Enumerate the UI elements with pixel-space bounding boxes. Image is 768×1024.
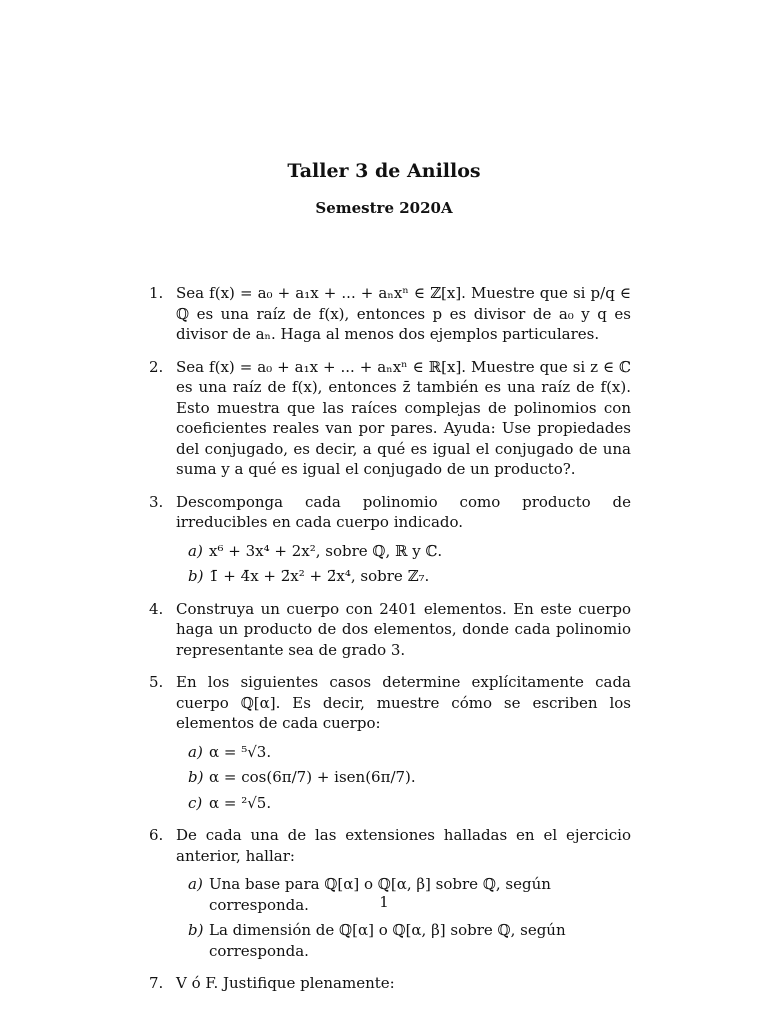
problem-4	[149, 599, 631, 661]
problem-text: Sea f(x) = a₀ + a₁x + ... + aₙxⁿ ∈ ℝ[x]. Muestre que si z ∈ ℂ es una raíz de f(x), entonces z̄ también es una raíz de f(x). Esto muestra que las raíces complejas de polinomios con coeficientes reales van por pares. Ayuda: Use propiedades del conjugado, es decir, a qué es igual el conjugado de una suma y a qué es igual el conjugado de un producto?.	[176, 357, 631, 478]
subitem-label: b)	[188, 567, 204, 585]
problem-number: 2.	[149, 357, 164, 376]
problem-3	[149, 492, 631, 587]
subitem-list	[176, 742, 631, 814]
problem-text: Construya un cuerpo con 2401 elementos. En este cuerpo haga un producto de dos elementos, donde cada polinomio representante sea de grado 3.	[176, 599, 631, 659]
subitem-list	[176, 541, 631, 587]
subitem-label: a)	[188, 875, 203, 893]
problem-5	[149, 672, 631, 813]
problem-number: 3.	[149, 492, 164, 511]
problem-number: 6.	[149, 826, 164, 844]
problem-2	[149, 357, 631, 480]
problem-1	[149, 283, 631, 345]
problem-number: 7.	[149, 974, 164, 992]
subitem-label: a)	[188, 541, 203, 560]
problem-text: En los siguientes casos determine explícitamente cada cuerpo ℚ[α]. Es decir, muestre cómo se escriben los elementos de cada cuerpo:	[176, 673, 631, 732]
document-title: Taller 3 de Anillos	[287, 160, 481, 182]
subitem-text: 1̄ + 4̄x + 2̄x² + 2̄x⁴, sobre ℤ₇.	[209, 567, 430, 585]
problem-text: Sea f(x) = a₀ + a₁x + ... + aₙxⁿ ∈ ℤ[x]. Muestre que si p/q ∈ ℚ es una raíz de f(x), entonces p es divisor de a₀ y q es divisor de aₙ. Haga al menos dos ejemplos particulares.	[176, 284, 631, 343]
subitem	[176, 767, 631, 788]
subitem-label: b)	[188, 921, 204, 939]
subitem	[176, 566, 631, 587]
problem-number: 1.	[149, 284, 164, 302]
subitem-text: α = ²√5.	[209, 793, 272, 812]
page-number: 1	[379, 893, 389, 911]
subitem-label: b)	[188, 768, 204, 786]
problem-text: De cada una de las extensiones halladas en el ejercicio anterior, hallar:	[176, 826, 631, 865]
subitem-text: α = cos(6π/7) + isen(6π/7).	[209, 768, 416, 786]
subitem-list	[176, 874, 631, 961]
problem-number: 4.	[149, 599, 164, 618]
subitem-text: x⁶ + 3x⁴ + 2x², sobre ℚ, ℝ y ℂ.	[209, 541, 443, 560]
subitem-text: Una base para ℚ[α] o ℚ[α, β] sobre ℚ, según corresponda.	[209, 875, 551, 914]
document-subtitle: Semestre 2020A	[315, 199, 453, 217]
problem-number: 5.	[149, 673, 164, 691]
problem-text: Descomponga cada polinomio como producto de irreducibles en cada cuerpo indicado.	[176, 492, 631, 531]
subitem	[176, 920, 631, 961]
subitem-label: a)	[188, 742, 203, 761]
subitem	[176, 742, 631, 763]
subitem-text: α = ⁵√3.	[209, 742, 272, 761]
problem-text: V ó F. Justifique plenamente:	[176, 974, 395, 992]
subitem-label: c)	[188, 793, 203, 812]
problem-7	[149, 973, 631, 994]
subitem	[176, 541, 631, 562]
subitem	[176, 793, 631, 814]
subitem-text: La dimensión de ℚ[α] o ℚ[α, β] sobre ℚ, según corresponda.	[209, 921, 566, 960]
